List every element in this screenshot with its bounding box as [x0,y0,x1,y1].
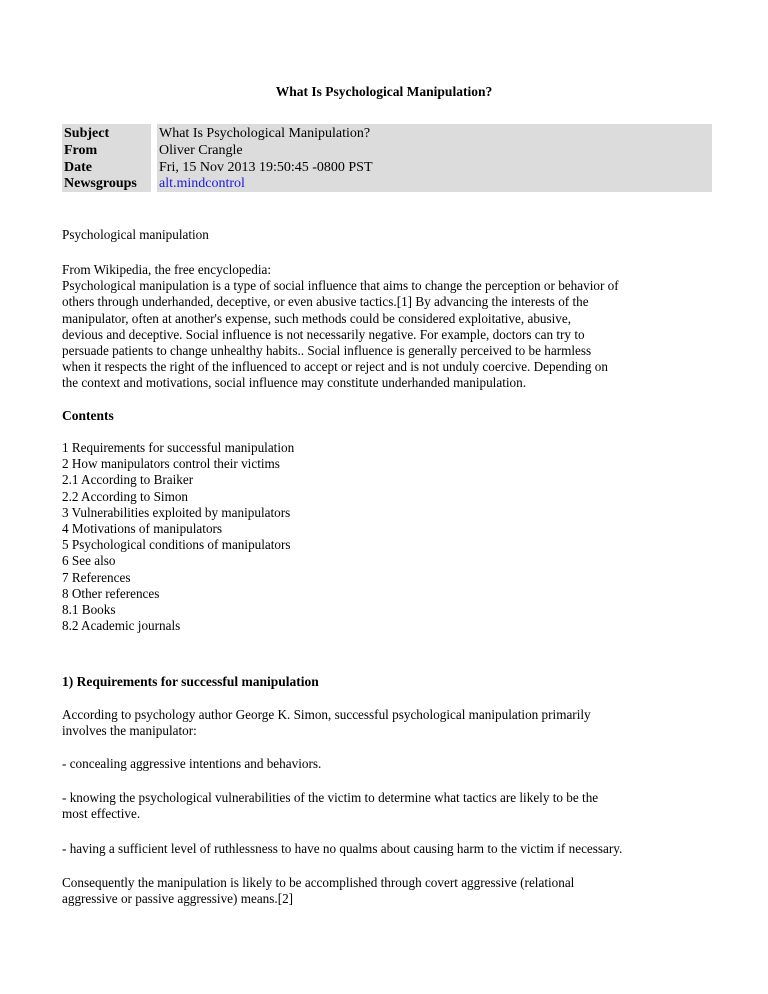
contents-item[interactable]: 2 How manipulators control their victims [62,456,280,472]
newsgroups-link[interactable]: alt.mindcontrol [159,176,245,192]
paragraph-line: involves the manipulator: [62,723,197,739]
contents-item[interactable]: 8 Other references [62,585,160,601]
paragraph-line: others through underhanded, deceptive, or even abusive tactics.[1] By advancing the interests of the [62,294,589,310]
bullet-concealing [62,756,712,772]
paragraph-line: Psychological manipulation is a type of social influence that aims to change the perception or behavior of [62,278,619,294]
bullet-text: - concealing aggressive intentions and behaviors. [62,756,322,771]
contents-item[interactable]: 1 Requirements for successful manipulation [62,440,295,455]
paragraph-line: Consequently the manipulation is likely to be accomplished through covert aggressive (relational [62,875,575,890]
paragraph-line: From Wikipedia, the free encyclopedia: [62,262,272,277]
section1-heading: 1) Requirements for successful manipulation [62,674,319,689]
date-value: Fri, 15 Nov 2013 19:50:45 -0800 PST [159,159,373,175]
subject-label: Subject [64,126,110,141]
document-title: What Is Psychological Manipulation? [275,84,493,99]
wikipedia-paragraph [62,262,712,392]
conclusion-paragraph [62,875,712,907]
header-labels [62,124,151,192]
newsgroups-label: Newsgroups [64,176,137,192]
bullet-vulnerabilities [62,790,712,822]
intro-heading-text: Psychological manipulation [62,227,209,242]
contents-item[interactable]: 7 References [62,569,131,585]
from-label: From [64,142,98,158]
paragraph-line: when it respects the right of the influenced to accept or reject and is not unduly coercive. Depending on [62,359,608,375]
contents-list [62,440,712,634]
contents-item[interactable]: 6 See also [62,553,116,569]
paragraph-line: According to psychology author George K. Simon, successful psychological manipulation primarily [62,707,591,722]
message-header-table [62,124,712,192]
bullet-text: most effective. [62,806,141,822]
paragraph-line: persuade patients to change unhealthy habits.. Social influence is generally perceived to be harmless [62,343,592,359]
header-values [157,124,712,192]
paragraph-line: manipulator, often at another's expense, such methods could be considered exploitative, abusive, [62,310,572,326]
contents-item[interactable]: 5 Psychological conditions of manipulators [62,537,291,553]
bullet-ruthlessness [62,841,712,857]
paragraph-line: aggressive or passive aggressive) means.[2] [62,891,294,907]
contents-heading: Contents [62,408,114,423]
contents-item[interactable]: 8.1 Books [62,602,116,618]
subject-value: What Is Psychological Manipulation? [159,126,371,141]
bullet-text: - knowing the psychological vulnerabilities of the victim to determine what tactics are likely to be the [62,790,599,805]
contents-item[interactable]: 3 Vulnerabilities exploited by manipulators [62,504,291,520]
contents-item[interactable]: 8.2 Academic journals [62,618,181,634]
paragraph-line: the context and motivations, social influence may constitute underhanded manipulation. [62,375,527,391]
contents-item[interactable]: 2.1 According to Braiker [62,472,194,488]
from-value: Oliver Crangle [159,142,243,158]
date-label: Date [64,159,92,175]
section1-intro [62,707,712,739]
bullet-text: - having a sufficient level of ruthlessness to have no qualms about causing harm to the victim if necessary. [62,841,623,856]
intro-heading [62,227,712,243]
contents-item[interactable]: 4 Motivations of manipulators [62,521,223,537]
contents-item[interactable]: 2.2 According to Simon [62,488,189,504]
paragraph-line: devious and deceptive. Social influence is not necessarily negative. For example, doctors can try to [62,326,585,342]
